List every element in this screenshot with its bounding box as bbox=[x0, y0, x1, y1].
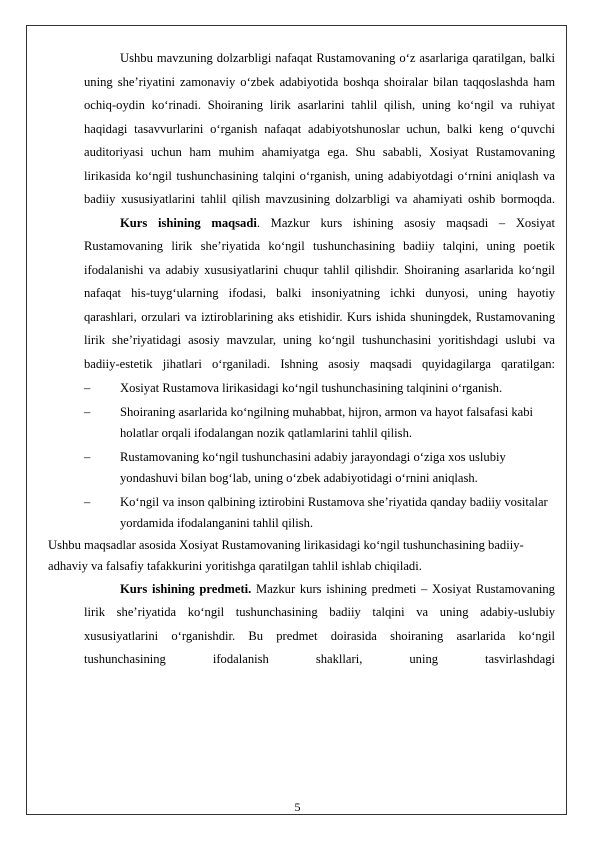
list-item: – Ko‘ngil va inson qalbining iztirobini Rustamova she’riyatida qanday badiiy vositalar yordamida ifodalanganini tahlil qilish. bbox=[84, 492, 555, 535]
goal-list bbox=[84, 378, 555, 535]
list-item: – Rustamovaning ko‘ngil tushunchasini adabiy jarayondagi o‘ziga xos uslubiy yondashuvi bilan bog‘lab, uning o‘zbek adabiyotidagi o‘rnini aniqlash. bbox=[84, 447, 555, 490]
paragraph-relevance: Ushbu mavzuning dolzarbligi nafaqat Rustamovaning o‘z asarlariga qaratilgan, balki uning she’riyatini zamonaviy o‘zbek adabiyotida boshqa shoiralar bilan taqqoslashda ham ochiq-oydin ko‘rinadi. Shoiraning lirik asarlarini tahlil qilish, uning ko‘ngil va ruhiyat haqidagi tasavvurlarini o‘rganish nafaqat adabiyotshunoslar uchun, balki keng o‘quvchi auditoriyasi uchun ham muhim ahamiyatga ega. Shu sababli, Xosiyat Rustamovaning lirikasida ko‘ngil tushunchasining talqini o‘rganish, uning adabiyotdagi o‘rnini aniqlash va badiiy xususiyatlarini tahlil qilish mavzusining dolzarbligi va ahamiyati oshib bormoqda. bbox=[84, 51, 555, 206]
paragraph-summary: Ushbu maqsadlar asosida Xosiyat Rustamovaning lirikasidagi ko‘ngil tushunchasining badiiy-adhaviy va falsafiy tafakkurini yoritishga qaratilgan tahlil ishlab chiqiladi. bbox=[48, 537, 524, 573]
subject-text: Mazkur kurs ishining predmeti – Xosiyat Rustamovaning lirik she’riyatida ko‘ngil tushunchasining badiiy talqini va uning adabiy-uslubiy xususiyatlarini o‘rganishdir. Bu predmet doirasida shoiraning asarlarida ko‘ngil tushunchasining ifodalanish shakllari, uning tasvirlashdagi bbox=[84, 581, 555, 666]
subject-heading: Kurs ishining predmeti. bbox=[120, 581, 252, 596]
list-item: – Xosiyat Rustamova lirikasidagi ko‘ngil tushunchasining talqinini o‘rganish. bbox=[84, 378, 555, 400]
paragraph-goal bbox=[84, 212, 555, 377]
paragraph-subject bbox=[84, 578, 555, 672]
page-number: 5 bbox=[294, 800, 301, 814]
list-item: – Shoiraning asarlarida ko‘ngilning muhabbat, hijron, armon va hayot falsafasi kabi holatlar orqali ifodalangan nozik qatlamlarini tahlil qilish. bbox=[84, 402, 555, 445]
document-body bbox=[48, 47, 555, 672]
dash-marker: – bbox=[84, 494, 91, 509]
goal-text: . Mazkur kurs ishining asosiy maqsadi – Xosiyat Rustamovaning lirik she’riyatida ko‘ngil tushunchasining badiiy talqini, uning poetik ifodalanishi va adabiy xususiyatlarini chuqur tahlil qilishdir. Shoiraning asarlarida ko‘ngil nafaqat his-tuyg‘ularning ifodasi, balki insoniyatning ichki dunyosi, uning hayotiy qarashlari, orzulari va iztiroblarining aks etishidir. Kurs ishida shuningdek, Rustamovaning lirik she’riyatidagi asosiy mavzular, uning ko‘ngil tushunchasini yoritishdagi uslubi va badiiy-estetik jihatlari o‘rganiladi. Ishning asosiy maqsadi quyidagilarga qaratilgan: bbox=[84, 215, 555, 371]
goal-heading: Kurs ishining maqsadi bbox=[120, 215, 257, 230]
dash-marker: – bbox=[84, 381, 91, 395]
dash-marker: – bbox=[84, 449, 91, 464]
dash-marker: – bbox=[84, 404, 91, 419]
